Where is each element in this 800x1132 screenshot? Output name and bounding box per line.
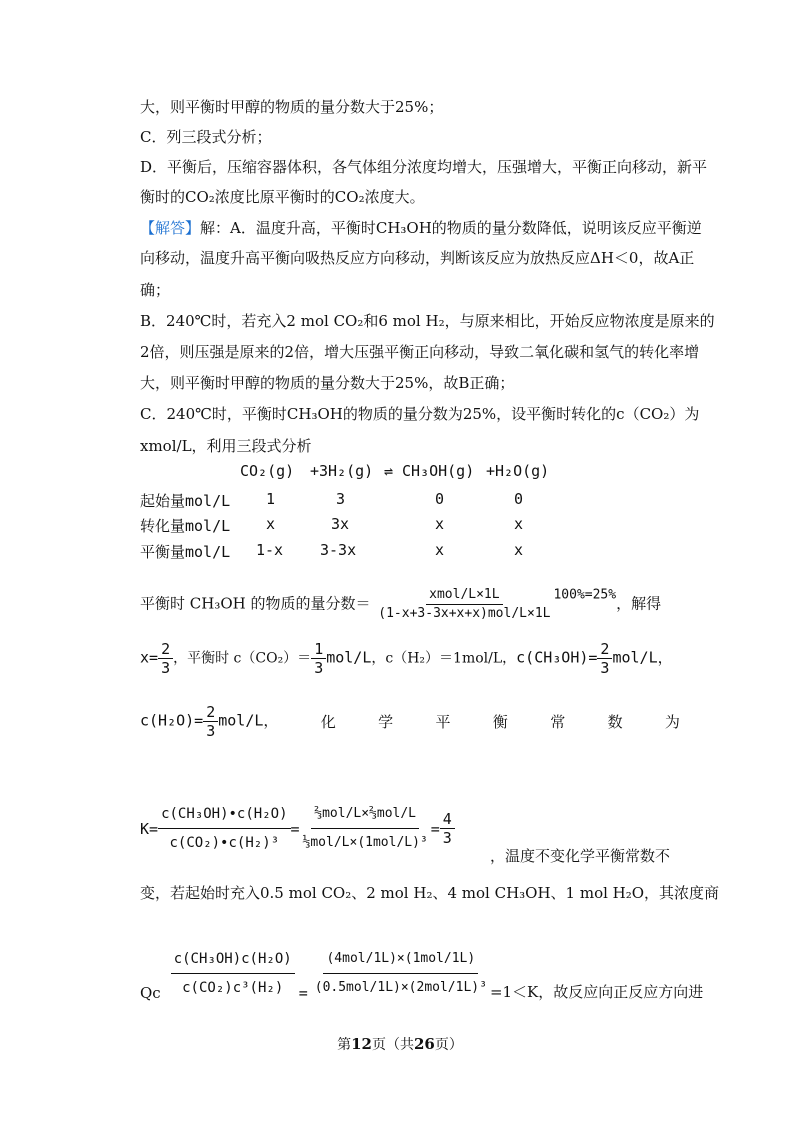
- fraction-denominator: c(CO₂)c³(H₂): [182, 980, 284, 996]
- table-cell: x: [435, 541, 445, 559]
- table-cell: 3-3x: [320, 541, 357, 559]
- fraction-numerator: 2: [597, 640, 612, 659]
- reaction-quotient-equation: [140, 945, 703, 1002]
- row-label: 起始量mol/L: [140, 492, 231, 510]
- header-cell: CH₃OH(g): [402, 462, 475, 480]
- table-cell: x: [435, 515, 445, 533]
- fraction: [440, 810, 455, 847]
- fraction: [311, 640, 326, 677]
- text-line: ，温度不变化学平衡常数不: [490, 847, 671, 865]
- fraction-denominator: 3: [442, 829, 452, 847]
- unit: mol/L: [612, 648, 658, 667]
- fraction-numerator: 1: [311, 640, 326, 659]
- equals-sign: =: [290, 819, 300, 838]
- text-span: 解：A．温度升高，平衡时CH₃OH的物质的量分数降低，说明该反应平衡逆: [200, 219, 702, 237]
- text-line: 向移动，温度升高平衡向吸热反应方向移动，判断该反应为放热反应ΔH＜0，故A正: [140, 249, 695, 267]
- text-span: 常: [550, 713, 566, 731]
- fraction: [375, 586, 553, 623]
- h2o-expression: [140, 703, 278, 740]
- text-line: xmol/L，利用三段式分析: [140, 437, 312, 455]
- eq-prefix: 平衡时 CH₃OH 的物质的量分数＝: [140, 594, 371, 613]
- text-line: B．240℃时，若充入2 mol CO₂和6 mol H₂，与原来相比，开始反应物浓度是原来的: [140, 312, 715, 330]
- row-label: 转化量mol/L: [140, 517, 231, 535]
- text-line: 大，则平衡时甲醇的物质的量分数大于25%；: [140, 98, 444, 116]
- text-line: 大，则平衡时甲醇的物质的量分数大于25%，故B正确；: [140, 374, 515, 392]
- fraction-denominator: c(CO₂)•c(H₂)³: [169, 835, 280, 851]
- text-line: 变，若起始时充入0.5 mol CO₂、2 mol H₂、4 mol CH₃OH、1 mol H₂O，其浓度商: [140, 884, 720, 902]
- text-span: ，平衡时 c（CO₂）＝: [173, 650, 312, 667]
- header-cell: +H₂O(g): [486, 462, 550, 480]
- fraction: [158, 640, 173, 677]
- text-span: ，c（H₂）＝1mol/L，: [371, 650, 517, 667]
- fraction: [300, 800, 431, 857]
- row-label: 平衡量mol/L: [140, 543, 231, 561]
- footer-text: 页（共: [372, 1037, 414, 1053]
- unit: mol/L: [218, 711, 264, 730]
- equilibrium-concentrations: [140, 640, 673, 677]
- k-lhs: K=: [140, 819, 159, 838]
- fraction-numerator: 4: [440, 810, 455, 829]
- fraction-numerator: (4mol/1L)×(1mol/1L): [323, 945, 478, 974]
- fraction-numerator: c(CH₃OH)c(H₂O): [171, 945, 295, 974]
- unit: mol/L: [326, 648, 372, 667]
- fraction-denominator: (1-x+3-3x+x+x)mol/L×1L: [378, 606, 551, 621]
- fraction: [597, 640, 612, 677]
- header-cell: CO₂(g): [240, 462, 295, 480]
- fraction: [158, 800, 290, 857]
- page-number: 12: [351, 1035, 372, 1053]
- text-line: C．列三段式分析；: [140, 128, 272, 146]
- text-span: 平: [435, 713, 451, 731]
- footer-text: 第: [337, 1037, 352, 1053]
- fraction-denominator: ⅓mol/L×(1mol/L)³: [302, 835, 428, 850]
- answer-line: [140, 218, 702, 238]
- text-span: 衡: [492, 713, 508, 731]
- table-cell: 0: [514, 490, 524, 508]
- eq-suffix: ，解得: [616, 594, 662, 613]
- table-cell: x: [266, 515, 276, 533]
- eq-tail: 100%=25%: [553, 587, 617, 603]
- answer-tag: 【解答】: [140, 219, 201, 237]
- table-cell: 1: [266, 490, 276, 508]
- table-cell: x: [514, 541, 524, 559]
- text-span: 化: [320, 713, 336, 731]
- table-cell: x: [514, 515, 524, 533]
- table-cell: 1-x: [256, 541, 284, 559]
- page-footer: [0, 1034, 800, 1054]
- fraction-numerator: ⅔mol/L×⅔mol/L: [311, 800, 419, 829]
- text-span: ，: [657, 648, 673, 667]
- text-line: 确；: [140, 281, 171, 299]
- qc-lhs: Qc: [140, 984, 161, 1002]
- text-span: 数: [607, 713, 623, 731]
- fraction: [203, 703, 218, 740]
- equilibrium-constant-equation: [140, 800, 455, 857]
- x-lhs: x=: [140, 648, 159, 667]
- fraction-denominator: 3: [161, 659, 171, 677]
- fraction: [312, 945, 490, 1002]
- fraction-numerator: 2: [203, 703, 218, 722]
- h2o-lhs: c(H₂O)=: [140, 711, 204, 730]
- fraction-numerator: xmol/L×1L: [426, 586, 502, 605]
- fraction-denominator: 3: [206, 722, 216, 740]
- fraction-denominator: 3: [600, 659, 610, 677]
- text-line: D．平衡后，压缩容器体积，各气体组分浓度均增大，压强增大，平衡正向移动，新平: [140, 158, 708, 176]
- fraction-denominator: 3: [314, 659, 324, 677]
- fraction-denominator: (0.5mol/1L)×(2mol/1L)³: [314, 980, 487, 995]
- header-cell: ⇌: [384, 462, 394, 480]
- text-span: 学: [378, 713, 394, 731]
- equals-sign: =: [430, 819, 440, 838]
- table-cell: 0: [435, 490, 445, 508]
- fraction-numerator: c(CH₃OH)•c(H₂O): [158, 800, 290, 829]
- text-line: 2倍，则压强是原来的2倍，增大压强平衡正向移动，导致二氧化碳和氢气的转化率增: [140, 343, 700, 361]
- text-span: ，: [263, 711, 279, 730]
- text-span: 为: [664, 713, 680, 731]
- ch3oh-lhs: c(CH₃OH)=: [516, 648, 598, 667]
- fraction: [171, 945, 295, 1002]
- footer-text: 页）: [434, 1037, 463, 1053]
- table-cell: 3: [336, 490, 346, 508]
- text-span: =1＜K，故反应向正反应方向进: [489, 983, 704, 1001]
- page-total: 26: [414, 1035, 435, 1053]
- header-cell: +3H₂(g): [310, 462, 374, 480]
- text-line: 衡时的CO₂浓度比原平衡时的CO₂浓度大。: [140, 188, 425, 206]
- table-cell: 3x: [331, 515, 350, 533]
- text-line: C．240℃时，平衡时CH₃OH的物质的量分数为25%，设平衡时转化的c（CO₂）为: [140, 405, 700, 423]
- h2o-concentration-line: [140, 703, 680, 740]
- equals-sign: =: [298, 984, 308, 1002]
- fraction-numerator: 2: [158, 640, 173, 659]
- mole-fraction-equation: [140, 586, 661, 623]
